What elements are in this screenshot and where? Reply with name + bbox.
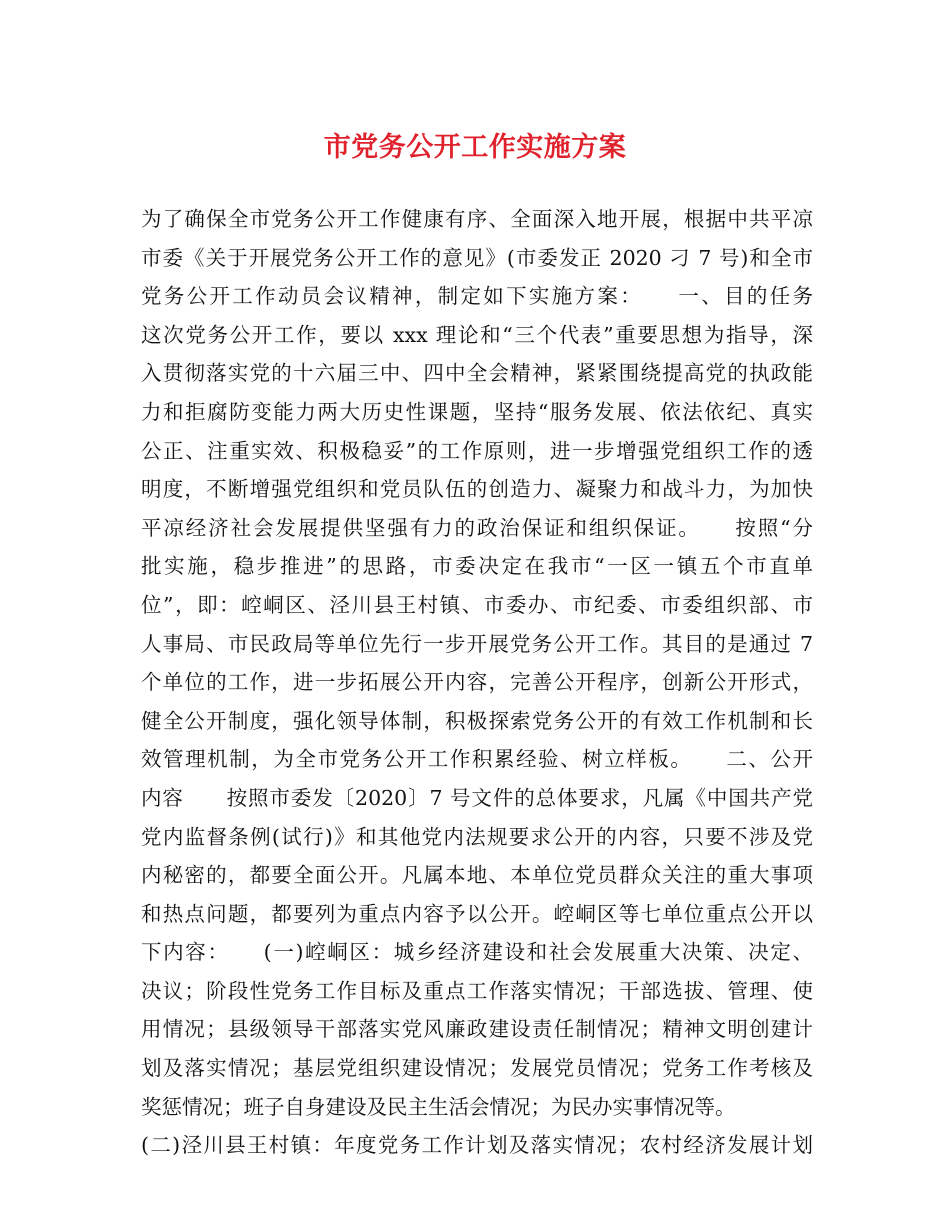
body-line: 决议；阶段性党务工作目标及重点工作落实情况；干部选拔、管理、使 bbox=[141, 978, 813, 1003]
document-title: 市党务公开工作实施方案 bbox=[323, 132, 627, 163]
body-line: 力和拒腐防变能力两大历史性课题，坚持“服务发展、依法依纪、真实 bbox=[141, 399, 813, 424]
body-line: 奖惩情况；班子自身建设及民主生活会情况；为民办实事情况等。 bbox=[141, 1094, 736, 1119]
body-line: 内秘密的，都要全面公开。凡属本地、本单位党员群众关注的重大事项 bbox=[141, 863, 813, 888]
body-line: 健全公开制度，强化领导体制，积极探索党务公开的有效工作机制和长 bbox=[141, 708, 813, 733]
body-line: 入贯彻落实党的十六届三中、四中全会精神，紧紧围绕提高党的执政能 bbox=[141, 361, 813, 386]
body-line: 批实施，稳步推进”的思路，市委决定在我市“一区一镇五个市直单 bbox=[141, 554, 813, 579]
document-body bbox=[141, 200, 813, 1165]
body-line: 和热点问题，都要列为重点内容予以公开。崆峒区等七单位重点公开以 bbox=[141, 901, 813, 926]
body-line: 党务公开工作动员会议精神，制定如下实施方案： 一、目的任务 bbox=[141, 284, 813, 309]
body-line: 人事局、市民政局等单位先行一步开展党务公开工作。其目的是通过 7 bbox=[141, 631, 813, 656]
body-line: 个单位的工作，进一步拓展公开内容，完善公开程序，创新公开形式， bbox=[141, 670, 813, 695]
body-line: 这次党务公开工作，要以 xxx 理论和“三个代表”重要思想为指导，深 bbox=[141, 322, 813, 347]
body-line: 党内监督条例(试行)》和其他党内法规要求公开的内容，只要不涉及党 bbox=[141, 824, 813, 849]
body-line: 市委《关于开展党务公开工作的意见》(市委发正 2020 刁 7 号)和全市 bbox=[141, 245, 813, 270]
body-line: 为了确保全市党务公开工作健康有序、全面深入地开展，根据中共平凉 bbox=[141, 207, 813, 231]
body-line: 内容 按照市委发〔2020〕7 号文件的总体要求，凡属《中国共产党 bbox=[141, 785, 813, 810]
body-line: 位”，即：崆峒区、泾川县王村镇、市委办、市纪委、市委组织部、市 bbox=[141, 592, 813, 617]
body-line: 划及落实情况；基层党组织建设情况；发展党员情况；党务工作考核及 bbox=[141, 1056, 813, 1081]
body-line: 效管理机制，为全市党务公开工作积累经验、树立样板。 二、公开 bbox=[141, 747, 813, 772]
body-line: 平凉经济社会发展提供坚强有力的政治保证和组织保证。 按照“分 bbox=[141, 515, 813, 540]
body-line: 用情况；县级领导干部落实党风廉政建设责任制情况；精神文明创建计 bbox=[141, 1017, 813, 1042]
body-line: 公正、注重实效、积极稳妥”的工作原则，进一步增强党组织工作的透 bbox=[141, 438, 813, 463]
body-line: 下内容： (一)崆峒区：城乡经济建设和社会发展重大决策、决定、 bbox=[141, 940, 813, 965]
body-line: (二)泾川县王村镇：年度党务工作计划及落实情况；农村经济发展计划 bbox=[141, 1133, 813, 1158]
body-line: 明度，不断增强党组织和党员队伍的创造力、凝聚力和战斗力，为加快 bbox=[141, 477, 813, 502]
